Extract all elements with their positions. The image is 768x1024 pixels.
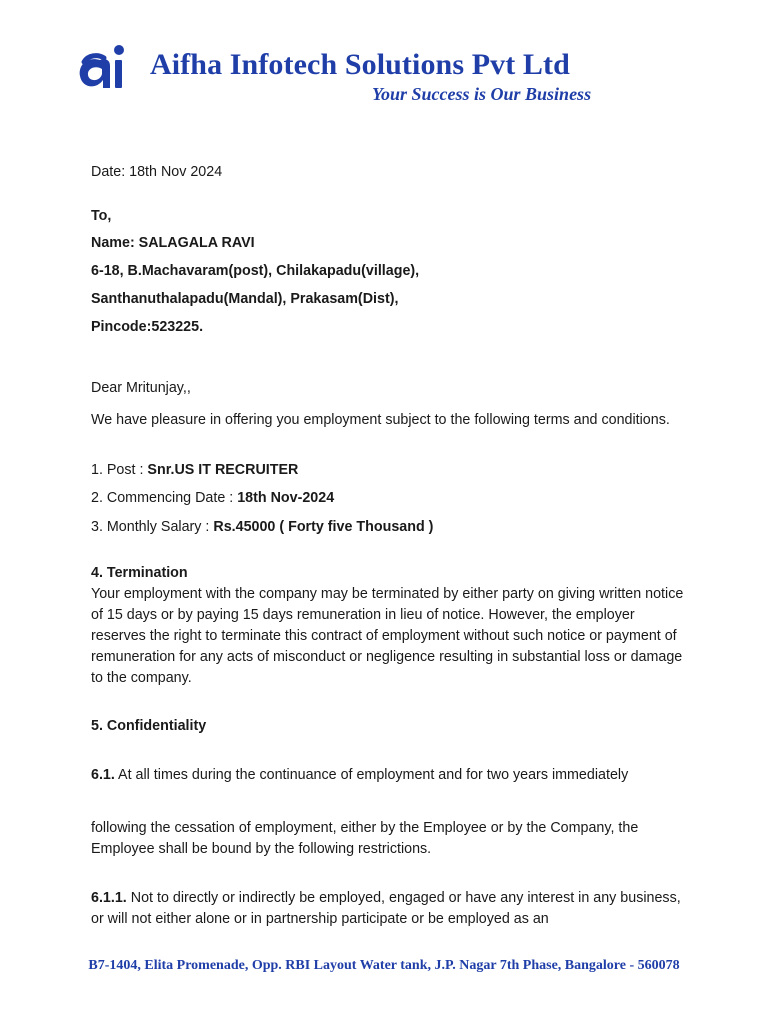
company-name: Aifha Infotech Solutions Pvt Ltd bbox=[150, 48, 570, 81]
clause-6-1-1-text: Not to directly or indirectly be employed, engaged or have any interest in any business, or will not either alone or in partnership participate or be employed as an bbox=[91, 890, 681, 927]
clause-6-1-1 bbox=[91, 888, 691, 930]
termination-heading: 4. Termination bbox=[91, 565, 188, 581]
term-post-value: Snr.US IT RECRUITER bbox=[147, 462, 299, 478]
confidentiality-heading: 5. Confidentiality bbox=[91, 718, 207, 734]
clause-6-1-number: 6.1. bbox=[91, 767, 115, 783]
term-monthly-salary bbox=[91, 517, 433, 537]
clause-6-1-1-number: 6.1.1. bbox=[91, 890, 127, 906]
ai-logo-icon bbox=[76, 42, 128, 92]
company-address-footer: B7-1404, Elita Promenade, Opp. RBI Layout Water tank, J.P. Nagar 7th Phase, Bangalore - 560078 bbox=[88, 958, 680, 973]
recipient-address-line1: 6-18, B.Machavaram(post), Chilakapadu(village), bbox=[91, 263, 420, 279]
recipient-name: Name: SALAGALA RAVI bbox=[91, 235, 255, 251]
term-commencing-date-value: 18th Nov-2024 bbox=[237, 490, 335, 506]
term-monthly-salary-label: 3. Monthly Salary : bbox=[91, 519, 214, 535]
term-monthly-salary-value: Rs.45000 ( Forty five Thousand ) bbox=[213, 519, 434, 535]
termination-paragraph: Your employment with the company may be terminated by either party on giving written notice of 15 days or by paying 15 days remuneration in lieu of notice. However, the employer reserves the right to terminate this contract of employment without such notice or payment of remuneration for any acts of misconduct or negligence resulting in substantial loss or damage to the company. bbox=[91, 586, 684, 686]
clause-6-1-text: At all times during the continuance of employment and for two years immediately bbox=[114, 767, 629, 783]
term-post-label: 1. Post : bbox=[91, 462, 148, 478]
term-commencing-date-label: 2. Commencing Date : bbox=[91, 490, 238, 506]
company-tagline: Your Success is Our Business bbox=[372, 84, 592, 104]
recipient-address-line2: Santhanuthalapadu(Mandal), Prakasam(Dist), bbox=[91, 291, 399, 307]
term-post bbox=[91, 460, 298, 480]
intro-paragraph: We have pleasure in offering you employment subject to the following terms and conditions. bbox=[91, 412, 670, 428]
salutation: Dear Mritunjay,, bbox=[91, 380, 191, 396]
clause-6-1-continuation: following the cessation of employment, either by the Employee or by the Company, the Employee shall be bound by the following restrictions. bbox=[91, 820, 639, 857]
term-commencing-date bbox=[91, 488, 334, 508]
recipient-pincode: Pincode:523225. bbox=[91, 319, 204, 335]
recipient-to: To, bbox=[91, 208, 112, 224]
letter-date: Date: 18th Nov 2024 bbox=[91, 164, 223, 180]
clause-6-1 bbox=[91, 765, 628, 785]
